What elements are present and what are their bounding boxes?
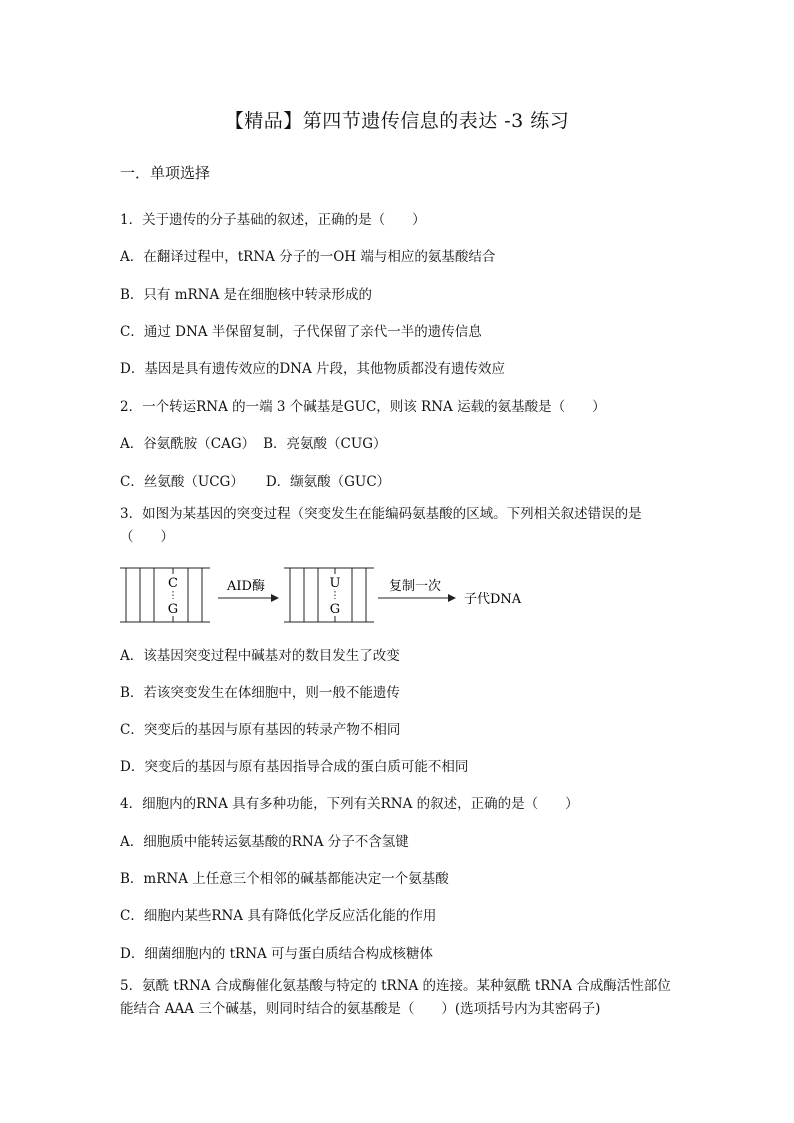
aid-enzyme-label: AID酶 <box>227 579 265 594</box>
question-2-options-ab <box>120 432 387 452</box>
original-dna-segment <box>120 568 210 622</box>
daughter-dna-label: 子代DNA <box>464 592 522 607</box>
question-2-options-cd <box>120 470 390 490</box>
arrow-replicate-head <box>448 594 456 602</box>
question-4-option-d: D．细菌细胞内的 tRNA 可与蛋白质结合构成核糖体 <box>120 946 434 962</box>
base-u: U <box>329 576 341 591</box>
question-2-option-c: C．丝氨酸（UCG） <box>120 474 244 490</box>
question-4-option-b: B．mRNA 上任意三个相邻的碱基都能决定一个氨基酸 <box>120 871 449 887</box>
question-1-option-d: D．基因是具有遗传效应的DNA 片段，其他物质都没有遗传效应 <box>120 361 505 377</box>
question-3-option-c: C．突变后的基因与原有基因的转录产物不相同 <box>120 722 401 738</box>
question-4-option-a: A．细胞质中能转运氨基酸的RNA 分子不含氢键 <box>120 834 409 850</box>
question-3-option-a: A．该基因突变过程中碱基对的数目发生了改变 <box>120 648 400 664</box>
section-heading: 一．单项选择 <box>120 164 211 182</box>
question-2-option-b: B．亮氨酸（CUG） <box>263 436 387 452</box>
base-c: C <box>168 576 178 591</box>
question-4-stem: 4．细胞内的RNA 具有多种功能，下列有关RNA 的叙述，正确的是（ ） <box>120 796 579 812</box>
question-2-option-d: D．缬氨酸（GUC） <box>265 474 391 490</box>
question-1-stem: 1．关于遗传的分子基础的叙述，正确的是（ ） <box>120 212 426 228</box>
question-1-option-c: C．通过 DNA 半保留复制，子代保留了亲代一半的遗传信息 <box>120 324 482 340</box>
question-1-option-b: B．只有 mRNA 是在细胞核中转录形成的 <box>120 287 373 303</box>
question-3-stem: 3．如图为某基因的突变过程（突变发生在能编码氨基酸的区域。下列相关叙述错误的是（ ） <box>120 506 642 545</box>
base-g-right: G <box>329 602 341 617</box>
question-1-option-a: A．在翻译过程中，tRNA 分子的一OH 端与相应的氨基酸结合 <box>120 249 496 265</box>
page-title: 【精品】第四节遗传信息的表达 -3 练习 <box>224 110 570 132</box>
base-g-left: G <box>167 602 179 617</box>
replicate-label: 复制一次 <box>388 579 442 594</box>
arrow-aid-enzyme-head <box>271 594 279 602</box>
question-2-stem: 2．一个转运RNA 的一端 3 个碱基是GUC，则该 RNA 运载的氨基酸是（ ） <box>120 399 606 415</box>
question-2-option-a: A．谷氨酰胺（CAG） <box>120 436 256 452</box>
mutation-diagram <box>118 560 538 630</box>
question-4-option-c: C．细胞内某些RNA 具有降低化学反应活化能的作用 <box>120 908 437 924</box>
question-3-option-b: B．若该突变发生在体细胞中，则一般不能遗传 <box>120 685 400 701</box>
question-5-stem: 5．氨酰 tRNA 合成酶催化氨基酸与特定的 tRNA 的连接。某种氨酰 tRNA 合成酶活性部位能结合 AAA 三个碱基，则同时结合的氨基酸是（ ）(选项括号内为其密码子) <box>120 978 671 1017</box>
question-3-option-d: D．突变后的基因与原有基因指导合成的蛋白质可能不相同 <box>120 759 469 775</box>
